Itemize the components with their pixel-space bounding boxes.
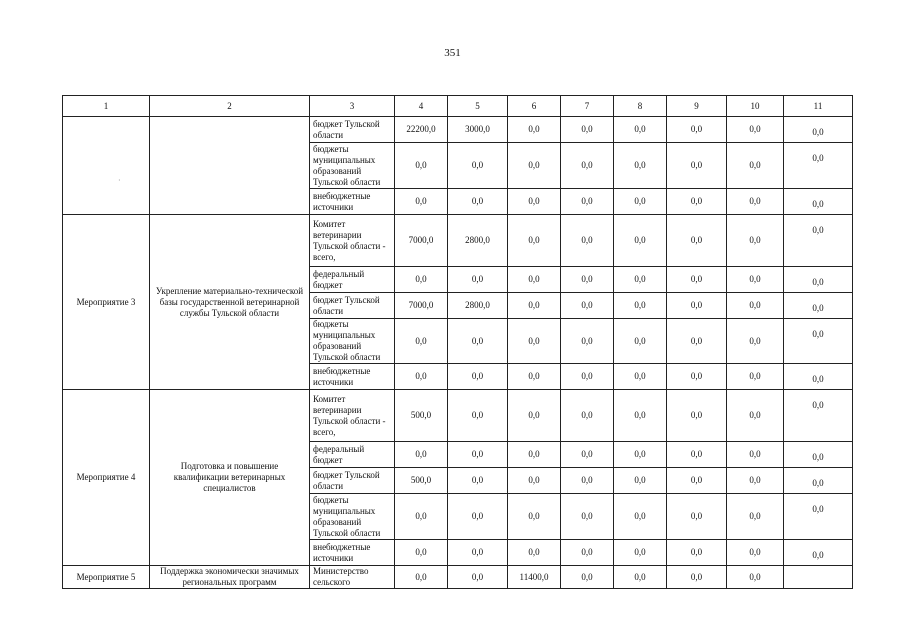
amount-cell: 0,0 <box>727 293 784 319</box>
amount-cell: 0,0 <box>614 566 667 589</box>
amount-cell: 0,0 <box>395 364 448 390</box>
amount-cell: 0,0 <box>784 117 853 143</box>
column-header-3: 3 <box>310 96 395 117</box>
amount-cell: 0,0 <box>561 442 614 468</box>
column-header-2: 2 <box>150 96 310 117</box>
column-header-10: 10 <box>727 96 784 117</box>
amount-cell: 0,0 <box>508 189 561 215</box>
amount-cell: 0,0 <box>561 494 614 540</box>
event-label: Мероприятие 5 <box>63 566 150 589</box>
funding-source: Комитет ветеринарии Тульской области - всего, <box>310 215 395 267</box>
event-label <box>63 117 150 215</box>
amount-cell: 0,0 <box>614 117 667 143</box>
amount-cell: 0,0 <box>727 566 784 589</box>
amount-cell: 7000,0 <box>395 293 448 319</box>
amount-cell: 0,0 <box>727 319 784 364</box>
amount-cell: 0,0 <box>395 442 448 468</box>
amount-cell: 0,0 <box>448 267 508 293</box>
amount-cell: 0,0 <box>784 293 853 319</box>
amount-cell: 0,0 <box>727 267 784 293</box>
amount-cell: 0,0 <box>508 215 561 267</box>
column-header-9: 9 <box>667 96 727 117</box>
amount-cell: 0,0 <box>727 442 784 468</box>
amount-cell: 0,0 <box>448 364 508 390</box>
amount-cell: 0,0 <box>727 540 784 566</box>
funding-source: бюджеты муниципальных образований Тульской области <box>310 494 395 540</box>
amount-cell: 0,0 <box>784 143 853 189</box>
event-name: Поддержка экономически значимых региональных программ <box>150 566 310 589</box>
amount-cell: 0,0 <box>784 494 853 540</box>
funding-source: Министерство сельского <box>310 566 395 589</box>
funding-source: внебюджетные источники <box>310 540 395 566</box>
funding-source: бюджет Тульской области <box>310 468 395 494</box>
amount-cell: 0,0 <box>508 442 561 468</box>
amount-cell: 0,0 <box>508 293 561 319</box>
funding-source: бюджет Тульской области <box>310 293 395 319</box>
amount-cell: 0,0 <box>508 468 561 494</box>
amount-cell: 0,0 <box>561 540 614 566</box>
amount-cell: 0,0 <box>667 215 727 267</box>
amount-cell: 0,0 <box>508 364 561 390</box>
amount-cell: 0,0 <box>727 215 784 267</box>
amount-cell: 0,0 <box>395 143 448 189</box>
column-header-7: 7 <box>561 96 614 117</box>
amount-cell: 0,0 <box>614 364 667 390</box>
amount-cell: 0,0 <box>561 566 614 589</box>
amount-cell: 0,0 <box>508 390 561 442</box>
amount-cell: 0,0 <box>448 566 508 589</box>
amount-cell: 0,0 <box>561 117 614 143</box>
amount-cell: 0,0 <box>667 566 727 589</box>
amount-cell: 0,0 <box>667 468 727 494</box>
amount-cell: 0,0 <box>614 390 667 442</box>
funding-source: внебюджетные источники <box>310 189 395 215</box>
amount-cell: 0,0 <box>508 540 561 566</box>
amount-cell: 0,0 <box>448 540 508 566</box>
amount-cell: 0,0 <box>614 442 667 468</box>
amount-cell: 0,0 <box>614 293 667 319</box>
amount-cell: 0,0 <box>614 267 667 293</box>
amount-cell: 0,0 <box>784 364 853 390</box>
amount-cell: 0,0 <box>561 267 614 293</box>
event-label: Мероприятие 4 <box>63 390 150 566</box>
amount-cell: 0,0 <box>614 494 667 540</box>
funding-source: федеральный бюджет <box>310 267 395 293</box>
amount-cell: 0,0 <box>561 319 614 364</box>
amount-cell <box>784 566 853 589</box>
amount-cell: 0,0 <box>561 364 614 390</box>
amount-cell: 2800,0 <box>448 293 508 319</box>
amount-cell: 0,0 <box>395 540 448 566</box>
amount-cell: 0,0 <box>784 468 853 494</box>
amount-cell: 3000,0 <box>448 117 508 143</box>
column-header-11: 11 <box>784 96 853 117</box>
event-name: Подготовка и повышение квалификации ветеринарных специалистов <box>150 390 310 566</box>
amount-cell: 500,0 <box>395 390 448 442</box>
page-number: 351 <box>444 47 461 59</box>
amount-cell: 0,0 <box>395 267 448 293</box>
amount-cell: 0,0 <box>614 189 667 215</box>
funding-source: бюджеты муниципальных образований Тульской области <box>310 143 395 189</box>
scan-speck: · <box>118 176 121 185</box>
amount-cell: 0,0 <box>667 293 727 319</box>
column-header-5: 5 <box>448 96 508 117</box>
amount-cell: 0,0 <box>395 566 448 589</box>
table-row <box>63 117 853 143</box>
amount-cell: 0,0 <box>508 143 561 189</box>
amount-cell: 0,0 <box>667 442 727 468</box>
amount-cell: 2800,0 <box>448 215 508 267</box>
amount-cell: 0,0 <box>727 189 784 215</box>
amount-cell: 0,0 <box>448 494 508 540</box>
event-label: Мероприятие 3 <box>63 215 150 390</box>
table-body <box>63 117 853 589</box>
event-name <box>150 117 310 215</box>
amount-cell: 0,0 <box>448 319 508 364</box>
amount-cell: 0,0 <box>667 364 727 390</box>
amount-cell: 0,0 <box>561 143 614 189</box>
amount-cell: 0,0 <box>667 319 727 364</box>
table-row <box>63 390 853 442</box>
amount-cell: 0,0 <box>561 390 614 442</box>
amount-cell: 0,0 <box>784 189 853 215</box>
amount-cell: 0,0 <box>448 390 508 442</box>
amount-cell: 0,0 <box>727 117 784 143</box>
amount-cell: 0,0 <box>395 319 448 364</box>
amount-cell: 0,0 <box>727 494 784 540</box>
budget-table <box>62 95 853 589</box>
amount-cell: 0,0 <box>667 117 727 143</box>
amount-cell: 0,0 <box>667 540 727 566</box>
amount-cell: 0,0 <box>448 468 508 494</box>
amount-cell: 0,0 <box>727 390 784 442</box>
column-header-4: 4 <box>395 96 448 117</box>
amount-cell: 0,0 <box>561 215 614 267</box>
amount-cell: 22200,0 <box>395 117 448 143</box>
amount-cell: 0,0 <box>784 267 853 293</box>
amount-cell: 0,0 <box>667 189 727 215</box>
amount-cell: 0,0 <box>508 319 561 364</box>
table-header-row <box>63 96 853 117</box>
amount-cell: 500,0 <box>395 468 448 494</box>
event-name: Укрепление материально-технической базы государственной ветеринарной службы Тульской области <box>150 215 310 390</box>
amount-cell: 0,0 <box>395 494 448 540</box>
amount-cell: 0,0 <box>727 468 784 494</box>
amount-cell: 0,0 <box>448 189 508 215</box>
amount-cell: 0,0 <box>667 390 727 442</box>
amount-cell: 0,0 <box>448 143 508 189</box>
amount-cell: 0,0 <box>448 442 508 468</box>
table-row <box>63 566 853 589</box>
column-header-1: 1 <box>63 96 150 117</box>
funding-source: федеральный бюджет <box>310 442 395 468</box>
funding-source: внебюджетные источники <box>310 364 395 390</box>
funding-source: бюджет Тульской области <box>310 117 395 143</box>
funding-source: бюджеты муниципальных образований Тульской области <box>310 319 395 364</box>
amount-cell: 0,0 <box>667 267 727 293</box>
amount-cell: 0,0 <box>561 293 614 319</box>
amount-cell: 0,0 <box>614 468 667 494</box>
amount-cell: 0,0 <box>561 468 614 494</box>
amount-cell: 0,0 <box>784 390 853 442</box>
amount-cell: 0,0 <box>784 215 853 267</box>
amount-cell: 0,0 <box>614 540 667 566</box>
amount-cell: 0,0 <box>561 189 614 215</box>
amount-cell: 0,0 <box>667 143 727 189</box>
table-row <box>63 215 853 267</box>
amount-cell: 0,0 <box>667 494 727 540</box>
amount-cell: 0,0 <box>727 364 784 390</box>
amount-cell: 0,0 <box>784 319 853 364</box>
amount-cell: 0,0 <box>614 143 667 189</box>
amount-cell: 7000,0 <box>395 215 448 267</box>
amount-cell: 0,0 <box>395 189 448 215</box>
amount-cell: 11400,0 <box>508 566 561 589</box>
column-header-6: 6 <box>508 96 561 117</box>
amount-cell: 0,0 <box>508 494 561 540</box>
amount-cell: 0,0 <box>727 143 784 189</box>
amount-cell: 0,0 <box>784 540 853 566</box>
funding-source: Комитет ветеринарии Тульской области - всего, <box>310 390 395 442</box>
amount-cell: 0,0 <box>784 442 853 468</box>
amount-cell: 0,0 <box>508 117 561 143</box>
amount-cell: 0,0 <box>614 215 667 267</box>
amount-cell: 0,0 <box>614 319 667 364</box>
column-header-8: 8 <box>614 96 667 117</box>
amount-cell: 0,0 <box>508 267 561 293</box>
